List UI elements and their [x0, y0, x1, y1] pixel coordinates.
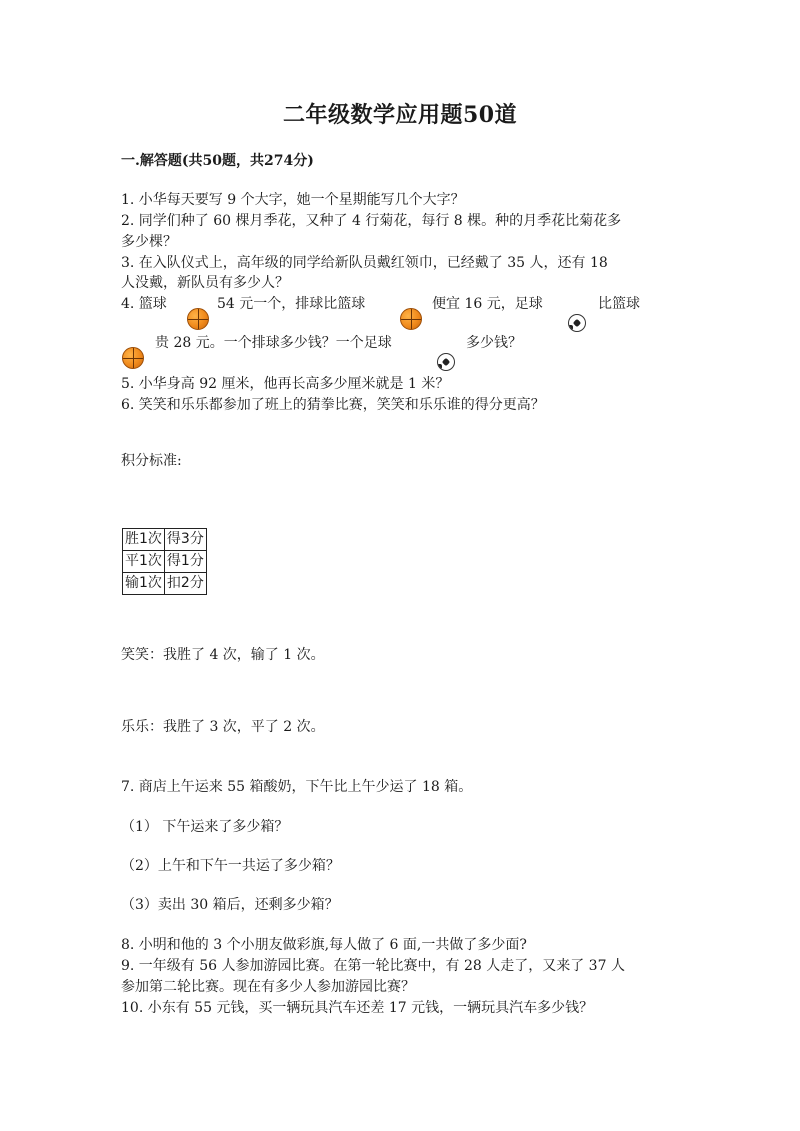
table-cell: 输1次 [123, 573, 165, 595]
question-1: 1. 小华每天要写 9 个大字，她一个星期能写几个大字？ [121, 192, 465, 208]
question-7-sub-1: （1） 下午运来了多少箱？ [121, 819, 289, 835]
table-cell: 得3分 [164, 529, 206, 551]
question-7-sub-3: （3）卖出 30 箱后，还剩多少箱？ [121, 897, 339, 913]
question-3-line-1: 3. 在入队仪式上，高年级的同学给新队员戴红领巾，已经戴了 35 人，还有 18 [121, 255, 608, 271]
question-6: 6. 笑笑和乐乐都参加了班上的猜拳比赛，笑笑和乐乐谁的得分更高？ [121, 397, 545, 413]
question-9-line-1: 9. 一年级有 56 人参加游园比赛。在第一轮比赛中，有 28 人走了，又来了 37 人 [121, 958, 625, 974]
question-4-part-6: 多少钱？ [466, 335, 522, 351]
question-4-part-2: 54 元一个，排球比篮球 [217, 296, 366, 312]
question-4-part-5: 贵 28 元。一个排球多少钱？一个足球 [155, 335, 392, 351]
question-9-line-2: 参加第二轮比赛。现在有多少人参加游园比赛？ [121, 979, 415, 995]
basketball-icon [400, 308, 422, 330]
question-7-sub-2: （2）上午和下午一共运了多少箱？ [121, 858, 340, 874]
question-4-part-1: 4. 篮球 [121, 296, 167, 312]
question-4-part-3: 便宜 16 元，足球 [432, 296, 543, 312]
question-7: 7. 商店上午运来 55 箱酸奶，下午比上午少运了 18 箱。 [121, 779, 473, 795]
question-5: 5. 小华身高 92 厘米，他再长高多少厘米就是 1 米？ [121, 376, 450, 392]
table-cell: 得1分 [164, 551, 206, 573]
xiaoxiao-statement: 笑笑：我胜了 4 次，输了 1 次。 [121, 647, 325, 663]
scoring-table [122, 528, 207, 595]
table-cell: 胜1次 [123, 529, 165, 551]
lele-statement: 乐乐：我胜了 3 次，平了 2 次。 [121, 719, 325, 735]
question-3-line-2: 人没戴，新队员有多少人？ [121, 275, 289, 291]
question-4-part-4: 比篮球 [598, 296, 640, 312]
section-heading: 一.解答题(共50题，共274分) [121, 153, 314, 169]
table-row [123, 529, 207, 551]
table-row [123, 573, 207, 595]
basketball-icon [122, 347, 144, 369]
soccer-ball-icon [437, 353, 455, 371]
soccer-ball-icon [568, 314, 586, 332]
scoring-label: 积分标准: [121, 453, 182, 469]
question-2-line-2: 多少棵？ [121, 234, 177, 250]
table-cell: 扣2分 [164, 573, 206, 595]
question-8: 8. 小明和他的 3 个小朋友做彩旗,每人做了 6 面,一共做了多少面? [121, 937, 527, 953]
question-10: 10. 小东有 55 元钱，买一辆玩具汽车还差 17 元钱，一辆玩具汽车多少钱？ [121, 1000, 594, 1016]
page-title: 二年级数学应用题50道 [282, 102, 518, 128]
table-cell: 平1次 [123, 551, 165, 573]
basketball-icon [187, 308, 209, 330]
table-row [123, 551, 207, 573]
question-2-line-1: 2. 同学们种了 60 棵月季花，又种了 4 行菊花，每行 8 棵。种的月季花比菊花多 [121, 213, 622, 229]
